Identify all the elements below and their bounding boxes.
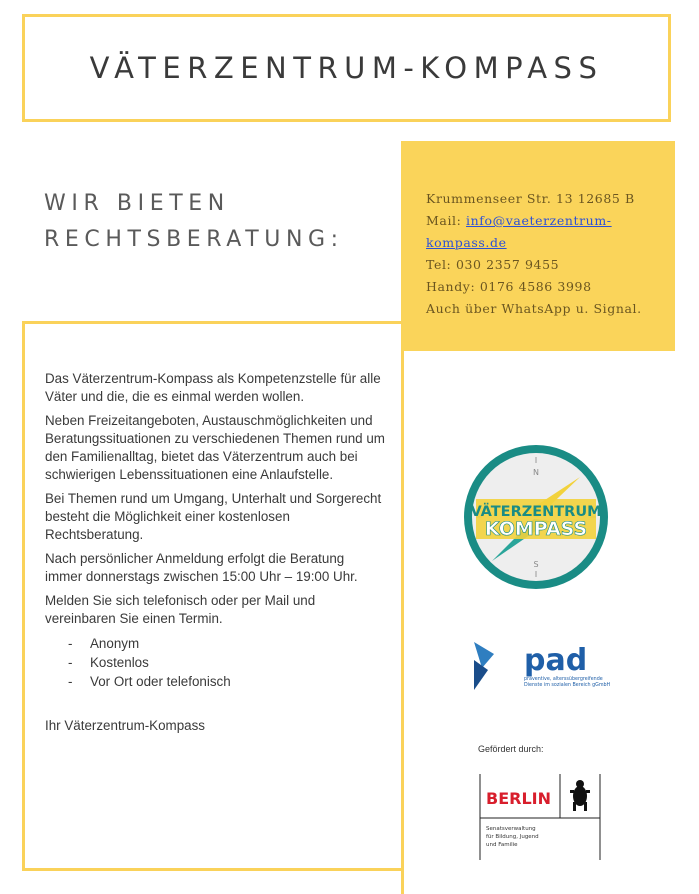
paragraph-schedule: Nach persönlicher Anmeldung erfolgt die Beratung immer donnerstags zwischen 15:00 Uhr – 19:00 Uhr.	[45, 551, 358, 584]
feature-list	[45, 634, 385, 691]
compass-title-1: VÄTERZENTRUM	[470, 504, 602, 520]
mail-label: Mail:	[426, 213, 462, 228]
heading-line-2: RECHTSBERATUNG:	[44, 227, 344, 252]
senat-line-3: und Familie	[486, 842, 518, 848]
senat-line-1: Senatsverwaltung	[486, 826, 536, 832]
compass-title-2: KOMPASS	[484, 518, 588, 540]
funded-by-label: Gefördert durch:	[478, 744, 544, 754]
mail-link-part2[interactable]: kompass.de	[426, 235, 507, 250]
body-text	[45, 370, 385, 741]
heading-line-1: WIR BIETEN	[44, 191, 230, 216]
paragraph-legal: Bei Themen rund um Umgang, Unterhalt und Sorgerecht besteht die Möglichkeit einer kostenlosen Rechtsberatung.	[45, 491, 382, 542]
contact-handy: Handy: 0176 4586 3998	[426, 279, 592, 294]
kompass-logo	[462, 443, 610, 591]
contact-mail-line-2	[426, 232, 675, 254]
page-title: VÄTERZENTRUM-KOMPASS	[89, 51, 604, 85]
pad-tagline-2: Dienste im sozialen Bereich gGmbH	[524, 683, 611, 688]
contact-address: Krummenseer Str. 13 12685 B	[426, 191, 635, 206]
contact-messenger: Auch über WhatsApp u. Signal.	[426, 301, 642, 316]
signoff: Ihr Väterzentrum-Kompass	[45, 718, 206, 733]
contact-mail-line	[426, 210, 675, 232]
berlin-wordmark: BERLIN	[486, 789, 551, 808]
pad-name: pad	[524, 643, 588, 678]
contact-tel: Tel: 030 2357 9455	[426, 257, 560, 272]
list-item: - Kostenlos	[68, 655, 149, 670]
paragraph-intro: Das Väterzentrum-Kompass als Kompetenzstelle für alle Väter und die, die es einmal werden wollen.	[45, 371, 381, 404]
senat-line-2: für Bildung, Jugend	[486, 834, 539, 840]
section-heading	[44, 186, 384, 258]
berlin-senate-logo	[476, 774, 604, 860]
bear-icon	[570, 780, 590, 811]
pad-tagline-1: präventive, alterssübergreifende	[524, 677, 603, 682]
compass-n: N	[533, 468, 539, 477]
title-box	[22, 14, 671, 122]
pad-logo	[472, 640, 622, 692]
paragraph-contact: Melden Sie sich telefonisch oder per Mail und vereinbaren Sie einen Termin.	[45, 593, 316, 626]
list-item: - Anonym	[68, 636, 140, 651]
compass-s: S	[533, 560, 539, 569]
paragraph-offers: Neben Freizeitangeboten, Austauschmöglichkeiten und Beratungssituationen zu verschiedenen Themen rund um den Familienalltag, bietet das Väterzentrum auch bei schwierigen Lebenssituationen eine Anlaufstelle.	[45, 413, 385, 482]
mail-link-part1[interactable]: info@vaeterzentrum-	[466, 213, 612, 228]
contact-box	[401, 141, 675, 351]
list-item: - Vor Ort oder telefonisch	[68, 674, 231, 689]
